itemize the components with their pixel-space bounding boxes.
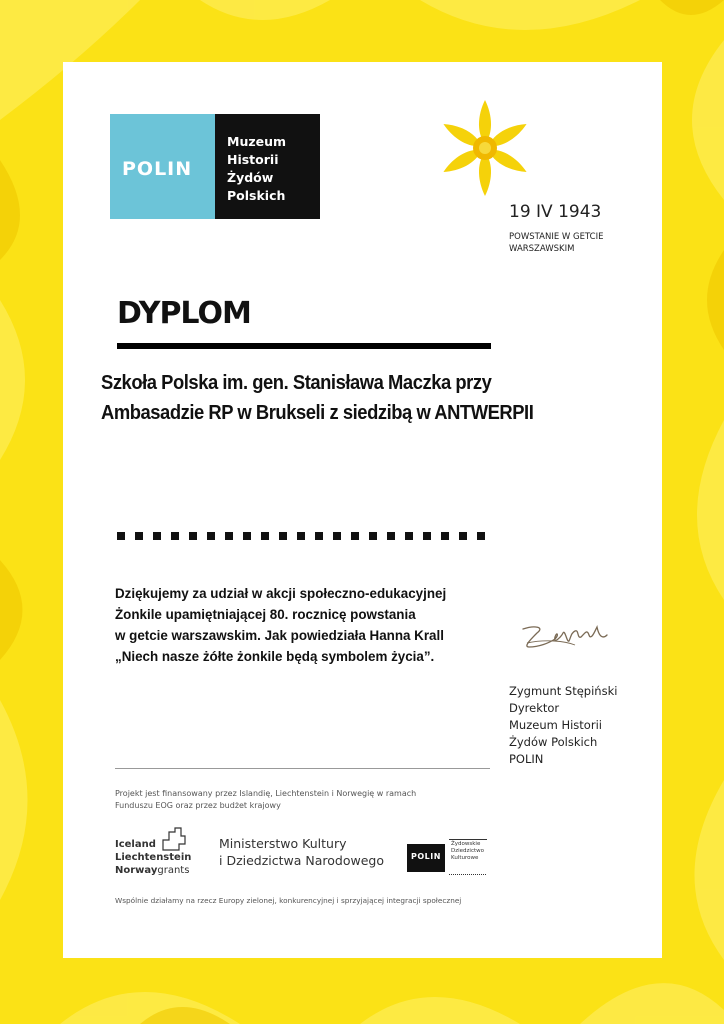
zdk-dotted-line	[449, 874, 487, 875]
zdk-logo-mark-text: POLIN	[411, 852, 441, 861]
ministry-logo-text: Ministerstwo Kultury i Dziedzictwa Narodowego	[219, 836, 384, 868]
eea-names: Iceland Liechtenstein Norway	[115, 839, 192, 876]
museum-logo-panel	[215, 114, 320, 219]
footer-slogan: Wspólnie działamy na rzecz Europy zielonej, konkurencyjnej i sprzyjającej integracji społecznej	[115, 896, 462, 905]
thank-you-text: Dziękujemy za udział w akcji społeczno-edukacyjnej Żonkile upamiętniającej 80. rocznicę powstania w getcie warszawskim. Jak powiedziała Hanna Krall „Niech nasze żółte żonkile będą symbolem życia”.	[115, 586, 447, 664]
diploma-title: DYPLOM	[117, 296, 251, 331]
dotted-divider	[117, 532, 493, 540]
recipient-name: Szkoła Polska im. gen. Stanisława Maczka przy Ambasadzie RP w Brukseli z siedzibą w ANTWERPII	[101, 372, 534, 424]
uprising-date: 19 IV 1943	[509, 202, 602, 222]
daffodil-icon	[435, 98, 535, 198]
handwritten-signature	[515, 617, 615, 657]
zdk-logo-text: Żydowskie Dziedzictwo Kulturowe	[451, 841, 484, 861]
diploma-page	[63, 62, 662, 958]
polin-logo-mark: POLIN	[122, 158, 193, 180]
funding-note: Projekt jest finansowany przez Islandię, Liechtenstein i Norwegię w ramach Funduszu EOG oraz przez budżet krajowy	[115, 789, 417, 810]
zdk-logo-mark	[407, 844, 445, 872]
uprising-label: POWSTANIE W GETCIE WARSZAWSKIM	[509, 232, 604, 254]
polin-logo	[110, 114, 215, 219]
signer-block: Zygmunt Stępiński Dyrektor Muzeum Historii Żydów Polskich POLIN	[509, 684, 618, 766]
title-underline	[117, 343, 491, 349]
eea-grants-word: grants	[157, 865, 190, 876]
footer-divider	[115, 768, 490, 769]
zdk-top-line	[449, 839, 487, 840]
museum-logo-text: Muzeum Historii Żydów Polskich	[227, 134, 287, 203]
eea-grants-icon	[161, 826, 187, 852]
